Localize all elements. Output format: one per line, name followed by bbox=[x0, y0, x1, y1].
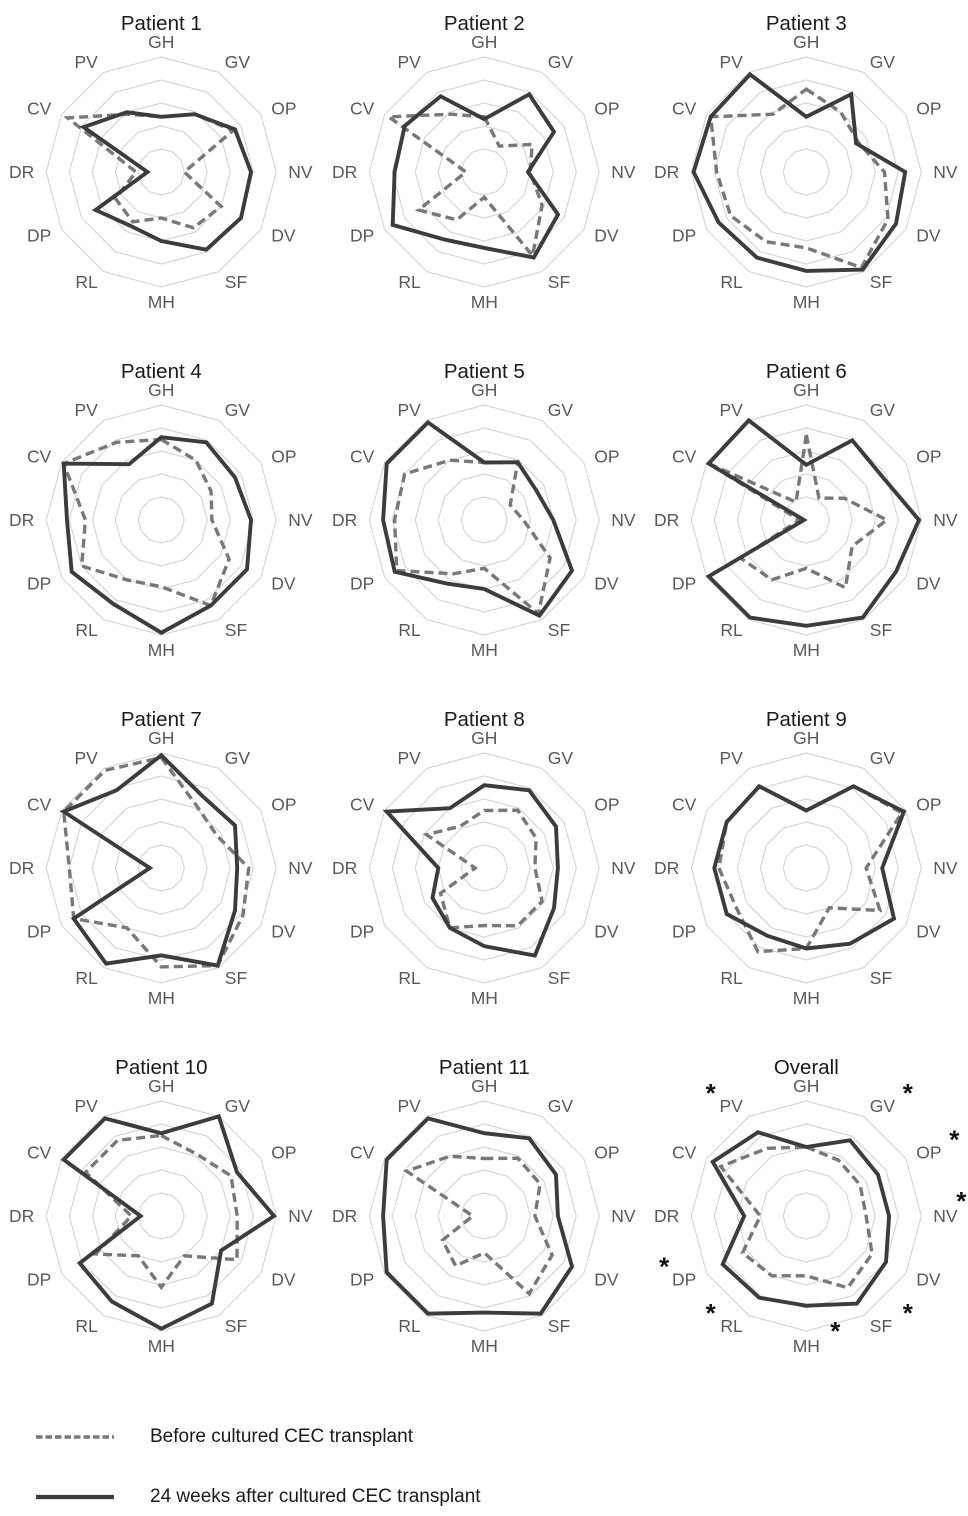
grid-ring bbox=[46, 1101, 276, 1331]
axis-label-RL: RL bbox=[398, 272, 421, 292]
significance-asterisk-MH: * bbox=[830, 1316, 841, 1346]
axis-label-DP: DP bbox=[26, 1269, 52, 1290]
axis-label-CV: CV bbox=[349, 446, 374, 467]
grid-ring bbox=[138, 1193, 184, 1239]
grid-ring bbox=[415, 103, 553, 241]
grid-rings bbox=[369, 405, 599, 635]
axis-label-DR: DR bbox=[9, 162, 35, 182]
chart-title: Patient 5 bbox=[443, 360, 525, 383]
grid-ring bbox=[438, 474, 530, 566]
axis-label-RL: RL bbox=[720, 1316, 744, 1336]
significance-asterisk-OP: * bbox=[949, 1124, 960, 1155]
radar-chart-cell-patient-9 bbox=[645, 696, 968, 1044]
axis-label-DR: DR bbox=[9, 858, 35, 878]
axis-label-NV: NV bbox=[610, 858, 636, 878]
radar-chart-cell-patient-11 bbox=[323, 1044, 646, 1392]
axis-label-DP: DP bbox=[349, 1269, 374, 1290]
axis-label-DP: DP bbox=[26, 225, 52, 246]
axis-label-DP: DP bbox=[672, 573, 697, 594]
axis-label-OP: OP bbox=[593, 446, 620, 467]
axis-label-CV: CV bbox=[349, 98, 374, 119]
axis-label-CV: CV bbox=[672, 446, 697, 467]
axis-label-PV: PV bbox=[719, 400, 744, 420]
significance-asterisk-DP: * bbox=[659, 1251, 670, 1282]
axis-label-PV: PV bbox=[397, 52, 421, 72]
grid-ring bbox=[692, 57, 922, 287]
radar-chart-cell-patient-1 bbox=[0, 0, 323, 348]
axis-label-MH: MH bbox=[147, 292, 175, 312]
grid-ring bbox=[738, 799, 876, 937]
axis-label-SF: SF bbox=[547, 1316, 570, 1336]
axis-label-RL: RL bbox=[75, 272, 98, 292]
radar-chart-cell-patient-4 bbox=[0, 348, 323, 696]
axis-label-SF: SF bbox=[547, 968, 570, 988]
axis-label-NV: NV bbox=[933, 858, 958, 878]
axis-label-GV: GV bbox=[547, 1096, 573, 1116]
grid-ring bbox=[92, 451, 230, 589]
grid-ring bbox=[138, 845, 184, 891]
axis-label-GV: GV bbox=[870, 52, 896, 72]
radar-chart-cell-patient-6 bbox=[645, 348, 968, 696]
axis-label-GV: GV bbox=[224, 1096, 251, 1116]
chart-title: Patient 9 bbox=[766, 708, 848, 731]
axis-label-RL: RL bbox=[720, 272, 744, 292]
axis-label-NV: NV bbox=[288, 510, 313, 530]
grid-ring bbox=[761, 822, 853, 914]
axis-label-DP: DP bbox=[349, 921, 374, 942]
grid-ring bbox=[761, 1170, 853, 1262]
axis-label-DV: DV bbox=[916, 921, 941, 942]
series-line-before bbox=[394, 460, 549, 613]
axis-label-GV: GV bbox=[547, 52, 573, 72]
axis-label-PV: PV bbox=[719, 748, 744, 768]
chart-title: Patient 10 bbox=[115, 1056, 208, 1079]
significance-asterisk-RL: * bbox=[705, 1298, 717, 1328]
grid-ring bbox=[69, 428, 253, 612]
axis-label-DV: DV bbox=[916, 573, 941, 594]
grid-ring bbox=[392, 1124, 576, 1308]
axis-label-DV: DV bbox=[271, 573, 296, 594]
grid-ring bbox=[115, 474, 207, 566]
radar-chart-patient-6 bbox=[645, 348, 968, 696]
legend-label-before: Before cultured CEC transplant bbox=[150, 1426, 413, 1447]
chart-title: Patient 4 bbox=[120, 360, 202, 383]
radar-chart-cell-patient-2 bbox=[323, 0, 646, 348]
axis-label-MH: MH bbox=[793, 1336, 821, 1356]
axis-label-DR: DR bbox=[654, 162, 680, 182]
radar-chart-cell-patient-3 bbox=[645, 0, 968, 348]
grid-ring bbox=[415, 1147, 553, 1285]
axis-label-DP: DP bbox=[349, 225, 374, 246]
axis-label-SF: SF bbox=[224, 272, 248, 292]
grid-rings bbox=[46, 57, 276, 287]
axis-label-PV: PV bbox=[74, 52, 98, 72]
axis-label-GH: GH bbox=[148, 728, 175, 748]
axis-label-DR: DR bbox=[331, 858, 357, 878]
axis-label-DR: DR bbox=[654, 858, 680, 878]
grid-ring bbox=[438, 1170, 530, 1262]
series-line-before bbox=[426, 810, 541, 928]
radar-chart-cell-overall bbox=[645, 1044, 968, 1392]
axis-label-MH: MH bbox=[793, 640, 821, 660]
grid-ring bbox=[784, 149, 830, 195]
grid-ring bbox=[692, 1101, 922, 1331]
axis-label-PV: PV bbox=[74, 1096, 98, 1116]
axis-label-DV: DV bbox=[271, 921, 296, 942]
axis-label-CV: CV bbox=[26, 794, 52, 815]
radar-chart-patient-4 bbox=[0, 348, 323, 696]
grid-ring bbox=[69, 776, 253, 960]
axis-label-SF: SF bbox=[547, 620, 570, 640]
axis-label-GH: GH bbox=[793, 32, 820, 52]
axis-label-DR: DR bbox=[331, 1206, 357, 1226]
radar-chart-cell-patient-10 bbox=[0, 1044, 323, 1392]
axis-label-RL: RL bbox=[398, 968, 421, 988]
axis-label-MH: MH bbox=[470, 640, 498, 660]
series-line-after bbox=[709, 420, 919, 625]
axis-label-GH: GH bbox=[470, 380, 498, 400]
axis-label-GV: GV bbox=[547, 748, 573, 768]
axis-label-OP: OP bbox=[593, 1142, 620, 1163]
axis-label-GV: GV bbox=[224, 52, 251, 72]
axis-label-OP: OP bbox=[593, 794, 620, 815]
legend-dashed-line-swatch bbox=[35, 1432, 115, 1442]
grid-ring bbox=[761, 126, 853, 218]
axis-label-MH: MH bbox=[793, 988, 821, 1008]
axis-label-OP: OP bbox=[916, 446, 942, 467]
axis-label-OP: OP bbox=[271, 1142, 297, 1163]
axis-label-GH: GH bbox=[148, 1076, 175, 1096]
radar-chart-patient-5 bbox=[323, 348, 646, 696]
grid-ring bbox=[461, 149, 507, 195]
axis-label-CV: CV bbox=[672, 98, 697, 119]
axis-label-GV: GV bbox=[224, 400, 251, 420]
axis-label-DP: DP bbox=[26, 921, 52, 942]
axis-label-GV: GV bbox=[870, 1096, 896, 1116]
axis-label-NV: NV bbox=[933, 510, 958, 530]
chart-title: Patient 8 bbox=[443, 708, 525, 731]
grid-ring bbox=[461, 497, 507, 543]
grid-ring bbox=[69, 1124, 253, 1308]
axis-label-MH: MH bbox=[147, 988, 175, 1008]
axis-label-NV: NV bbox=[610, 1206, 636, 1226]
axis-label-DV: DV bbox=[916, 225, 941, 246]
axis-label-DP: DP bbox=[672, 225, 697, 246]
axis-label-RL: RL bbox=[398, 1316, 421, 1336]
grid-ring bbox=[715, 80, 899, 264]
axis-label-SF: SF bbox=[870, 620, 893, 640]
axis-label-PV: PV bbox=[719, 52, 744, 72]
axis-label-RL: RL bbox=[75, 620, 98, 640]
axis-label-CV: CV bbox=[26, 1142, 52, 1163]
radar-chart-patient-3 bbox=[645, 0, 968, 348]
significance-asterisk-NV: * bbox=[956, 1186, 967, 1216]
axis-label-GH: GH bbox=[793, 728, 820, 748]
axis-label-OP: OP bbox=[271, 446, 297, 467]
axis-label-CV: CV bbox=[26, 98, 52, 119]
grid-ring bbox=[138, 497, 184, 543]
grid-ring bbox=[92, 1147, 230, 1285]
grid-rings bbox=[46, 1101, 276, 1331]
axis-label-GV: GV bbox=[870, 400, 896, 420]
series-line-after bbox=[383, 1118, 572, 1313]
axis-label-MH: MH bbox=[147, 640, 175, 660]
radar-chart-patient-2 bbox=[323, 0, 646, 348]
axis-label-DV: DV bbox=[593, 573, 619, 594]
chart-title: Patient 11 bbox=[438, 1056, 530, 1079]
axis-label-OP: OP bbox=[916, 1142, 942, 1163]
axis-label-DR: DR bbox=[654, 510, 680, 530]
axis-label-CV: CV bbox=[26, 446, 52, 467]
legend-item-after bbox=[35, 1484, 481, 1510]
series-line-after bbox=[64, 437, 251, 633]
axis-label-GH: GH bbox=[793, 1076, 820, 1096]
radar-chart-cell-patient-8 bbox=[323, 696, 646, 1044]
grid-ring bbox=[115, 126, 207, 218]
axis-label-DV: DV bbox=[916, 1269, 941, 1290]
axis-label-RL: RL bbox=[720, 620, 744, 640]
axis-label-DR: DR bbox=[9, 510, 35, 530]
axis-label-DR: DR bbox=[331, 510, 357, 530]
axis-label-SF: SF bbox=[870, 968, 893, 988]
axis-label-NV: NV bbox=[933, 162, 958, 182]
axis-label-GH: GH bbox=[148, 380, 175, 400]
axis-label-PV: PV bbox=[397, 400, 421, 420]
chart-title: Overall bbox=[774, 1056, 840, 1079]
grid-ring bbox=[46, 57, 276, 287]
axis-label-OP: OP bbox=[593, 98, 620, 119]
grid-rings bbox=[369, 57, 599, 287]
axis-label-NV: NV bbox=[288, 1206, 313, 1226]
legend-solid-line-swatch bbox=[35, 1492, 115, 1502]
axis-label-OP: OP bbox=[271, 98, 297, 119]
axis-label-DP: DP bbox=[672, 1269, 697, 1290]
axis-label-DV: DV bbox=[593, 225, 619, 246]
axis-label-MH: MH bbox=[147, 1336, 175, 1356]
axis-label-SF: SF bbox=[547, 272, 570, 292]
grid-ring bbox=[392, 80, 576, 264]
grid-ring bbox=[392, 428, 576, 612]
axis-label-MH: MH bbox=[470, 988, 498, 1008]
axis-label-NV: NV bbox=[933, 1206, 958, 1226]
chart-title: Patient 6 bbox=[766, 360, 848, 383]
grid-ring bbox=[438, 822, 530, 914]
axis-label-DR: DR bbox=[654, 1206, 680, 1226]
grid-ring bbox=[92, 799, 230, 937]
grid-ring bbox=[46, 753, 276, 983]
axis-label-CV: CV bbox=[349, 1142, 374, 1163]
axis-label-GV: GV bbox=[870, 748, 896, 768]
legend-item-before bbox=[35, 1424, 481, 1450]
grid-ring bbox=[115, 822, 207, 914]
axis-label-SF: SF bbox=[224, 620, 248, 640]
axis-label-DR: DR bbox=[331, 162, 357, 182]
series-line-after bbox=[84, 112, 251, 250]
axis-label-OP: OP bbox=[271, 794, 297, 815]
axis-label-RL: RL bbox=[398, 620, 421, 640]
radar-chart-overall bbox=[645, 1044, 968, 1392]
grid-ring bbox=[438, 126, 530, 218]
axis-label-SF: SF bbox=[224, 1316, 248, 1336]
axis-label-MH: MH bbox=[470, 1336, 498, 1356]
grid-ring bbox=[369, 57, 599, 287]
axis-label-NV: NV bbox=[610, 510, 636, 530]
axis-label-DR: DR bbox=[9, 1206, 35, 1226]
axis-label-MH: MH bbox=[793, 292, 821, 312]
axis-label-NV: NV bbox=[288, 858, 313, 878]
grid-ring bbox=[369, 1101, 599, 1331]
significance-asterisk-GV: * bbox=[903, 1078, 914, 1108]
grid-ring bbox=[92, 103, 230, 241]
radar-chart-patient-8 bbox=[323, 696, 646, 1044]
radar-chart-patient-1 bbox=[0, 0, 323, 348]
axis-label-OP: OP bbox=[916, 794, 942, 815]
axis-label-DP: DP bbox=[672, 921, 697, 942]
radar-chart-patient-7 bbox=[0, 696, 323, 1044]
radar-chart-cell-patient-5 bbox=[323, 348, 646, 696]
axis-label-GH: GH bbox=[148, 32, 175, 52]
axis-label-DV: DV bbox=[593, 1269, 619, 1290]
grid-ring bbox=[69, 80, 253, 264]
axis-label-PV: PV bbox=[74, 400, 98, 420]
chart-title: Patient 2 bbox=[443, 12, 525, 35]
chart-title: Patient 7 bbox=[120, 708, 202, 731]
axis-label-RL: RL bbox=[720, 968, 744, 988]
chart-title: Patient 1 bbox=[120, 12, 202, 35]
axis-label-DV: DV bbox=[271, 1269, 296, 1290]
axis-label-GH: GH bbox=[470, 1076, 498, 1096]
axis-label-SF: SF bbox=[870, 272, 893, 292]
grid-ring bbox=[461, 845, 507, 891]
axis-label-DP: DP bbox=[349, 573, 374, 594]
axis-label-DV: DV bbox=[593, 921, 619, 942]
axis-label-NV: NV bbox=[610, 162, 636, 182]
legend-label-after: 24 weeks after cultured CEC transplant bbox=[150, 1486, 481, 1507]
axis-label-GH: GH bbox=[793, 380, 820, 400]
axis-label-GV: GV bbox=[547, 400, 573, 420]
axis-label-PV: PV bbox=[397, 1096, 421, 1116]
axis-label-CV: CV bbox=[349, 794, 374, 815]
radar-chart-patient-9 bbox=[645, 696, 968, 1044]
grid-rings bbox=[692, 1101, 922, 1331]
chart-title: Patient 3 bbox=[766, 12, 848, 35]
radar-chart-cell-patient-7 bbox=[0, 696, 323, 1044]
series-line-after bbox=[694, 74, 906, 271]
axis-label-PV: PV bbox=[74, 748, 98, 768]
axis-label-DP: DP bbox=[26, 573, 52, 594]
radar-chart-patient-11 bbox=[323, 1044, 646, 1392]
grid-ring bbox=[784, 1193, 830, 1239]
axis-label-CV: CV bbox=[672, 1142, 697, 1163]
grid-rings bbox=[692, 57, 922, 287]
axis-label-NV: NV bbox=[288, 162, 313, 182]
grid-ring bbox=[461, 1193, 507, 1239]
axis-label-MH: MH bbox=[470, 292, 498, 312]
grid-rings bbox=[369, 1101, 599, 1331]
radar-chart-patient-10 bbox=[0, 1044, 323, 1392]
axis-label-PV: PV bbox=[397, 748, 421, 768]
axis-label-GH: GH bbox=[470, 32, 498, 52]
series-line-after bbox=[64, 1116, 274, 1328]
grid-ring bbox=[392, 776, 576, 960]
axis-label-SF: SF bbox=[224, 968, 248, 988]
axis-label-CV: CV bbox=[672, 794, 697, 815]
axis-label-RL: RL bbox=[75, 968, 98, 988]
grid-ring bbox=[369, 405, 599, 635]
axis-label-SF: SF bbox=[870, 1316, 893, 1336]
axis-label-OP: OP bbox=[916, 98, 942, 119]
axis-label-RL: RL bbox=[75, 1316, 98, 1336]
grid-rings bbox=[46, 753, 276, 983]
significance-asterisk-SF: * bbox=[903, 1298, 914, 1328]
axis-label-DV: DV bbox=[271, 225, 296, 246]
significance-asterisk-PV: * bbox=[705, 1078, 717, 1108]
axis-label-GH: GH bbox=[470, 728, 498, 748]
axis-label-PV: PV bbox=[719, 1096, 744, 1116]
legend bbox=[35, 1424, 481, 1510]
grid-ring bbox=[784, 845, 830, 891]
axis-label-GV: GV bbox=[224, 748, 251, 768]
series-line-before bbox=[86, 1136, 238, 1288]
